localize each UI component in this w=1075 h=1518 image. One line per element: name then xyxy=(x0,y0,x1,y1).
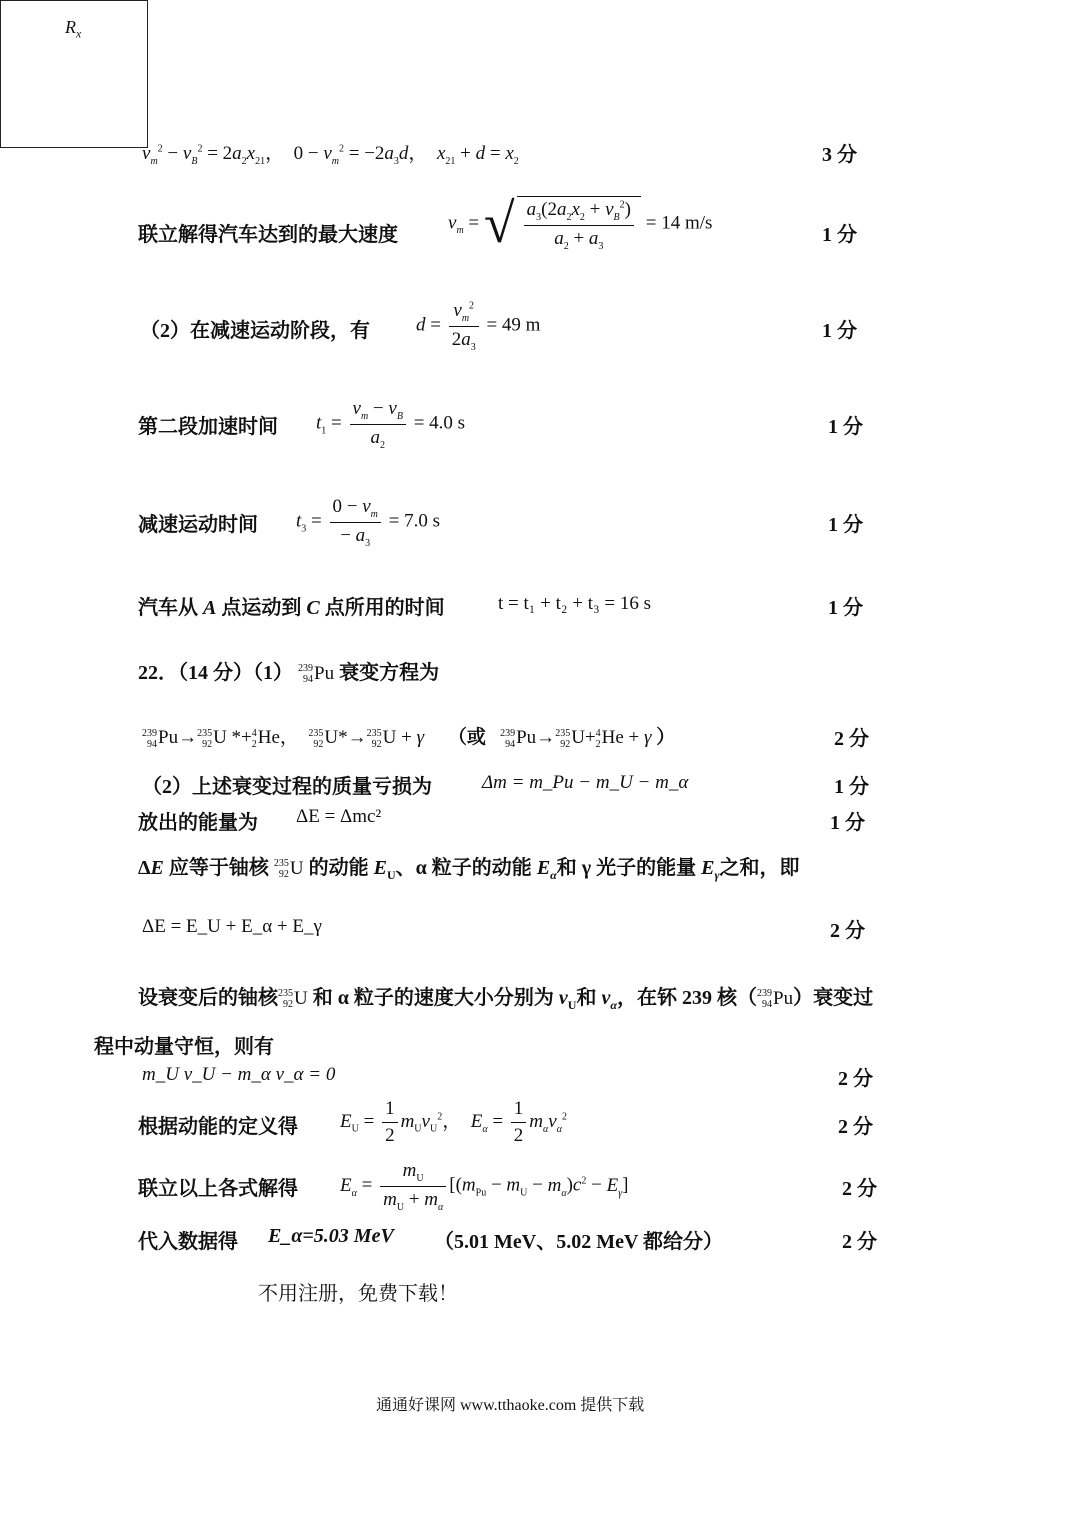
line18-value: E_α=5.03 MeV xyxy=(268,1225,394,1247)
line15-score: 2 分 xyxy=(838,1068,873,1090)
corner-box-label: $R_x$ xyxy=(65,17,82,41)
line12-score: 2 分 xyxy=(830,920,865,942)
line18-note: （5.01 MeV、5.02 MeV 都给分） xyxy=(434,1231,724,1253)
line4-result: = 4.0 s xyxy=(413,412,466,434)
footer-text: 通通好课网 www.tthaoke.com 提供下载 xyxy=(376,1397,645,1414)
line17-text: 联立以上各式解得 xyxy=(138,1178,298,1200)
line12-eq: ΔE = E_U + E_α + E_γ xyxy=(142,916,322,937)
line1-equations: $v_m^2 - v_B^2 = 2a_2x_{21}$， $0 - v_m^2 = -2a_3d$， $x_{21} + d = x_2$ xyxy=(142,143,519,167)
corner-box xyxy=(0,0,148,148)
line17-formula: $E_\alpha$ = $\frac{m_U}{m_U + m_\alpha}$ $[(m_{Pu} - m_U - m_\alpha)c^2 - E_\gamma]$ xyxy=(340,1160,629,1213)
line13-text: 设衰变后的铀核 235 92 U 和 α 粒子的速度大小分别为 $v_U$和 $v_\alpha$，在钚 239 核（ 239 94 Pu）衰变过 xyxy=(138,987,874,1012)
line18-text: 代入数据得 xyxy=(138,1231,238,1253)
line8-score: 2 分 xyxy=(834,728,869,750)
line16-score: 2 分 xyxy=(838,1116,873,1138)
line2-text: 联立解得汽车达到的最大速度 xyxy=(138,224,398,246)
line11-text: ΔE 应等于铀核 235 92 U 的动能 $E_U$、α 粒子的动能 $E_\alpha$和 γ 光子的能量 $E_\gamma$之和，即 xyxy=(138,857,800,882)
line3-text: （2）在减速运动阶段，有 xyxy=(140,320,370,342)
line16-text: 根据动能的定义得 xyxy=(138,1116,298,1138)
line9-eq: Δm = m_Pu − m_U − m_α xyxy=(482,772,689,793)
line6-eq: t = t₁ + t₂ + t₃ = 16 s xyxy=(498,593,651,614)
line9-score: 1 分 xyxy=(834,776,869,798)
line4-text: 第二段加速时间 xyxy=(138,416,278,438)
line6-score: 1 分 xyxy=(828,597,863,619)
free-download-note: 不用注册，免费下载！ xyxy=(258,1281,458,1305)
line2-formula: $v_m$ = √ $\frac{a_3(2a_2x_2 + v_B^2)}{a_2 + a_3}$ = 14 m/s xyxy=(448,193,713,255)
line16-formula: $E_U$ = $\frac{1}{2}$ $m_Uv_U^2$， $E_\alpha$ = $\frac{1}{2}$ $m_\alpha v_\alpha^2$ xyxy=(340,1098,567,1146)
line3-result: = 49 m xyxy=(486,314,541,336)
line5-text: 减速运动时间 xyxy=(138,514,258,536)
line17-score: 2 分 xyxy=(842,1178,877,1200)
line5-result: = 7.0 s xyxy=(388,510,440,532)
line10-text: 放出的能量为 xyxy=(138,812,258,834)
line1-score: 3 分 xyxy=(822,144,857,166)
line10-eq: ΔE = Δmc² xyxy=(296,806,382,827)
line9-text: （2）上述衰变过程的质量亏损为 xyxy=(142,776,432,798)
line18-score: 2 分 xyxy=(842,1231,877,1253)
line15-eq: m_U v_U − m_α v_α = 0 xyxy=(142,1064,336,1085)
line7-text: 22．（14 分）（1） 239 94 Pu 衰变方程为 xyxy=(138,662,440,686)
line6-text: 汽车从 A 点运动到 C 点所用的时间 xyxy=(138,597,445,619)
line3-score: 1 分 xyxy=(822,320,857,342)
line8-equations: 239 94 Pu→ 235 92 U *+ 4 2 He， 235 92 U*→ 235 92 U + γ （或 239 94 Pu→ 235 92 U+ 4 2 He + γ ） xyxy=(142,727,676,750)
line2-result: = 14 m/s xyxy=(645,212,713,234)
line14-text: 程中动量守恒，则有 xyxy=(94,1036,274,1058)
line5-formula: $t_3$ = $\frac{0 - v_m}{- a_3}$ = 7.0 s xyxy=(296,496,440,549)
line4-formula: $t_1$ = $\frac{v_m - v_B}{a_2}$ = 4.0 s xyxy=(316,398,466,451)
line5-score: 1 分 xyxy=(828,514,863,536)
line2-score: 1 分 xyxy=(822,224,857,246)
line10-score: 1 分 xyxy=(830,812,865,834)
line4-score: 1 分 xyxy=(828,416,863,438)
line3-formula: d = $\frac{v_m^2}{2a_3}$ = 49 m xyxy=(416,300,541,353)
